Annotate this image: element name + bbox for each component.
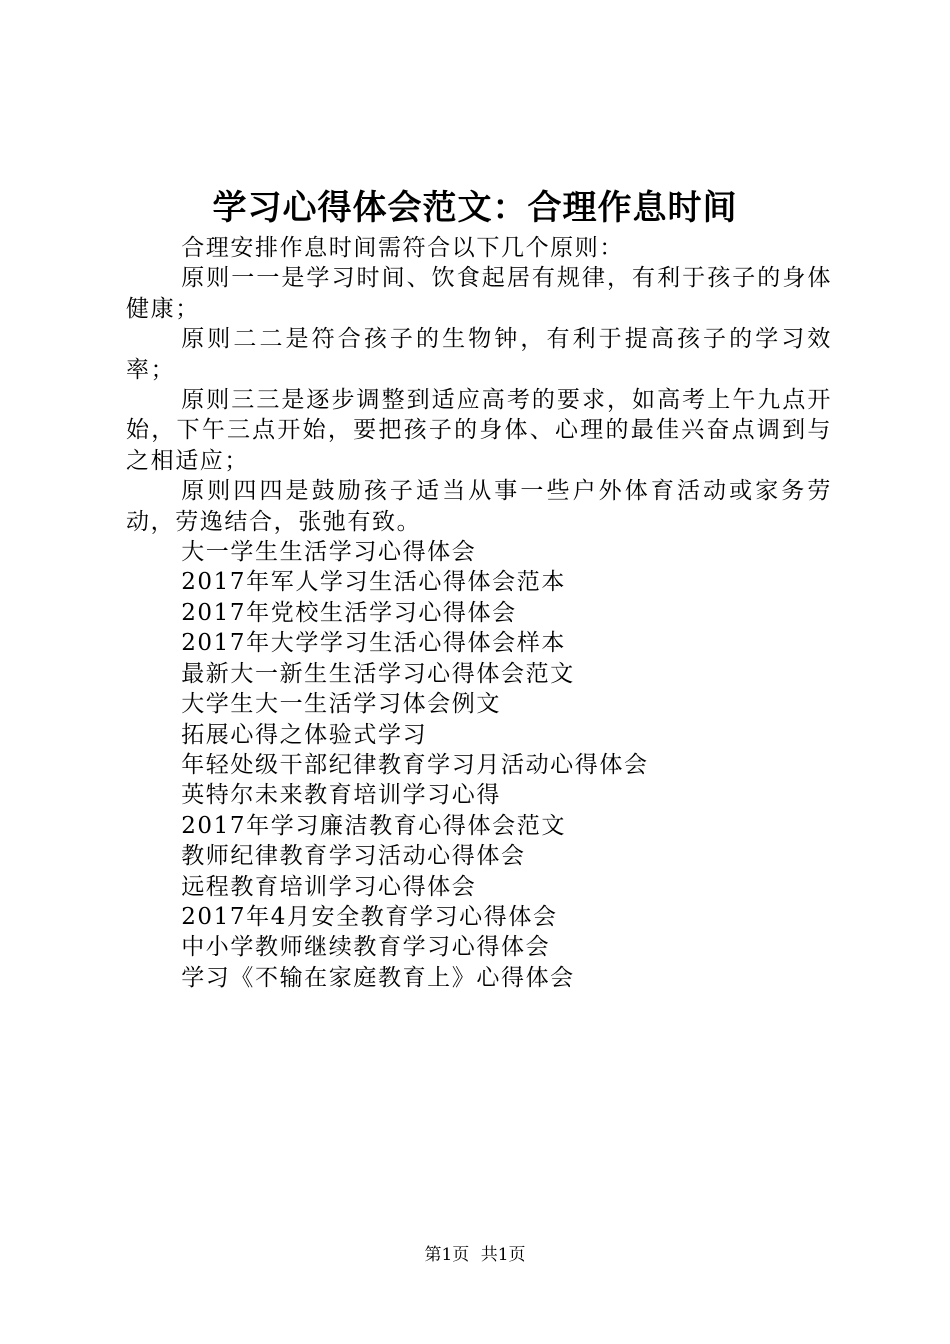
related-link[interactable]: 教师纪律教育学习活动心得体会 bbox=[181, 843, 526, 870]
related-links-list bbox=[126, 537, 832, 993]
related-link[interactable]: 学习《不输在家庭教育上》心得体会 bbox=[181, 964, 575, 991]
related-link[interactable]: 拓展心得之体验式学习 bbox=[181, 721, 428, 748]
page-number: 第1页 bbox=[424, 1245, 470, 1265]
related-link[interactable]: 2017年党校生活学习心得体会 bbox=[181, 599, 517, 626]
related-link[interactable]: 2017年学习廉洁教育心得体会范文 bbox=[181, 812, 566, 839]
related-link[interactable]: 英特尔未来教育培训学习心得 bbox=[181, 782, 501, 809]
paragraph-principle-3: 原则三三是逐步调整到适应高考的要求，如高考上午九点开始，下午三点开始，要把孩子的身体、心理的最佳兴奋点调到与之相适应； bbox=[126, 387, 832, 474]
related-link[interactable]: 2017年大学学习生活心得体会样本 bbox=[181, 630, 566, 657]
paragraph-principle-2: 原则二二是符合孩子的生物钟，有利于提高孩子的学习效率； bbox=[126, 326, 832, 383]
paragraph-intro: 合理安排作息时间需符合以下几个原则： bbox=[181, 235, 624, 261]
related-link[interactable]: 大一学生生活学习心得体会 bbox=[181, 539, 477, 566]
document-body bbox=[126, 233, 832, 993]
related-link[interactable]: 中小学教师继续教育学习心得体会 bbox=[181, 934, 551, 961]
page-total: 共1页 bbox=[480, 1245, 526, 1265]
related-link[interactable]: 远程教育培训学习心得体会 bbox=[181, 873, 477, 900]
related-link[interactable]: 年轻处级干部纪律教育学习月活动心得体会 bbox=[181, 751, 649, 778]
related-link[interactable]: 2017年4月安全教育学习心得体会 bbox=[181, 903, 558, 930]
paragraph-principle-4: 原则四四是鼓励孩子适当从事一些户外体育活动或家务劳动，劳逸结合，张弛有致。 bbox=[126, 478, 832, 535]
related-link[interactable]: 最新大一新生生活学习心得体会范文 bbox=[181, 660, 575, 687]
related-link[interactable]: 2017年军人学习生活心得体会范本 bbox=[181, 569, 566, 596]
related-link[interactable]: 大学生大一生活学习体会例文 bbox=[181, 691, 501, 718]
page-footer bbox=[0, 1244, 950, 1266]
document-title: 学习心得体会范文：合理作息时间 bbox=[212, 188, 738, 228]
paragraph-principle-1: 原则一一是学习时间、饮食起居有规律，有利于孩子的身体健康； bbox=[126, 265, 832, 322]
